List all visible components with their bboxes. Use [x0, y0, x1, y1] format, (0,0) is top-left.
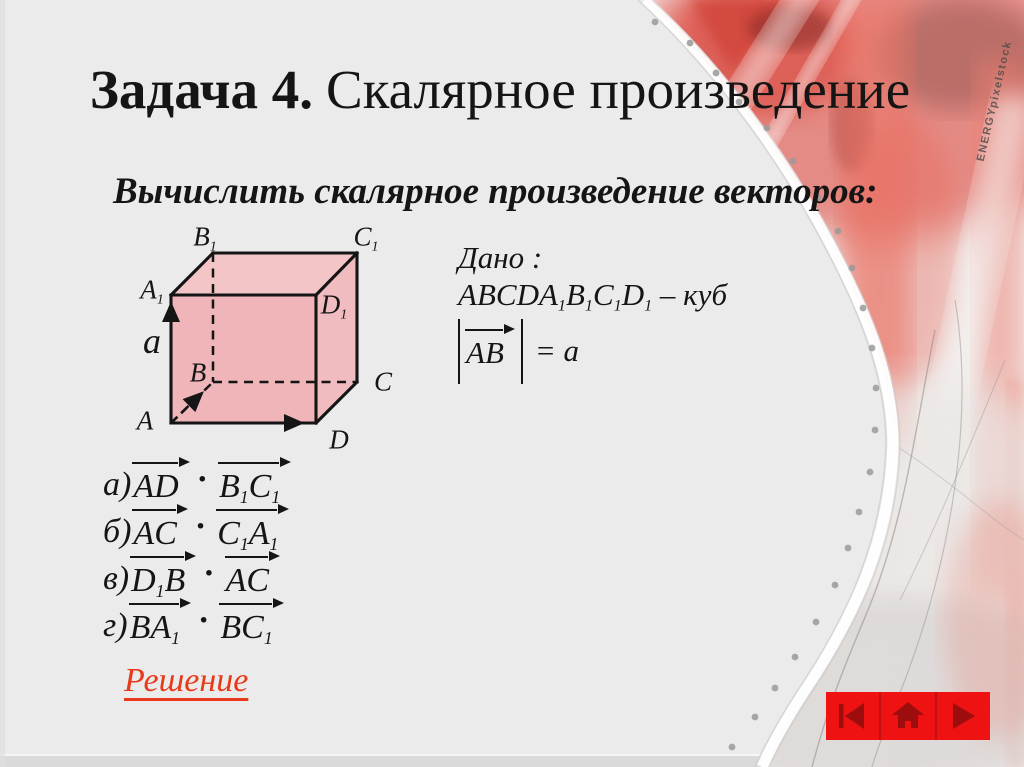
- given-ab-equation: [458, 319, 727, 384]
- problem-row-a: [103, 457, 289, 508]
- problem-label: в): [103, 560, 130, 597]
- vector-term: AC: [224, 549, 278, 598]
- vector-term: $BA_1$: [128, 596, 189, 645]
- next-slide-button[interactable]: [937, 692, 990, 740]
- step-back-icon: [835, 698, 871, 734]
- vector-term: AD: [131, 455, 187, 504]
- vertex-label-C: C: [373, 366, 393, 397]
- task-instruction: Вычислить скалярное произведение векторов:: [113, 171, 878, 212]
- problem-row-v: [103, 551, 289, 602]
- title-topic: Скалярное произведение: [326, 59, 911, 120]
- cube-drawing: [128, 221, 418, 476]
- stock-watermark: ENERGYpixelstock: [974, 39, 1015, 163]
- edge-length-label: a: [143, 321, 161, 361]
- home-button[interactable]: [881, 692, 936, 740]
- vertex-label-D1: $D_1$: [320, 289, 348, 323]
- vertex-label-D: D: [329, 424, 349, 455]
- vector-term: $C_1A_1$: [215, 502, 287, 551]
- dot-operator: ·: [196, 461, 209, 498]
- given-heading: Дано :: [458, 240, 543, 275]
- cube-figure: [128, 221, 418, 476]
- absolute-value-bars: [458, 319, 523, 384]
- problem-label: б): [103, 513, 132, 550]
- slide-navigation: [826, 692, 990, 740]
- problem-list: [103, 457, 289, 649]
- vertex-label-B1: $B_1$: [193, 221, 217, 255]
- vector-term: $BC_1$: [218, 596, 281, 645]
- solution-link[interactable]: Решение: [124, 662, 249, 699]
- previous-slide-button[interactable]: [826, 692, 881, 740]
- given-block: [458, 240, 727, 384]
- vertex-label-B: B: [189, 357, 207, 388]
- vertex-label-C1: $C_1$: [353, 221, 379, 255]
- page-title: [0, 60, 1000, 121]
- vertex-label-A: A: [136, 405, 154, 436]
- dot-operator: ·: [203, 555, 215, 592]
- dot-operator: ·: [194, 508, 207, 545]
- problem-label: а): [103, 466, 132, 503]
- dot-operator: ·: [198, 602, 210, 639]
- vector-term: AB: [464, 322, 513, 368]
- vertex-label-A1: $A_1$: [140, 274, 164, 308]
- given-ab-rhs: = a: [534, 333, 580, 369]
- home-icon: [890, 698, 926, 734]
- title-problem-number: Задача 4.: [89, 59, 314, 120]
- vector-term: $D_1B$: [129, 549, 194, 598]
- problem-row-b: [103, 504, 289, 555]
- problem-label: г): [103, 607, 128, 644]
- forward-icon: [945, 698, 981, 734]
- given-cube-statement: $ABCDA_1B_1C_1D_1$ – куб: [458, 276, 728, 315]
- vector-term: $B_1C_1$: [217, 455, 289, 504]
- problem-row-g: [103, 598, 289, 649]
- vector-term: AC: [131, 502, 185, 551]
